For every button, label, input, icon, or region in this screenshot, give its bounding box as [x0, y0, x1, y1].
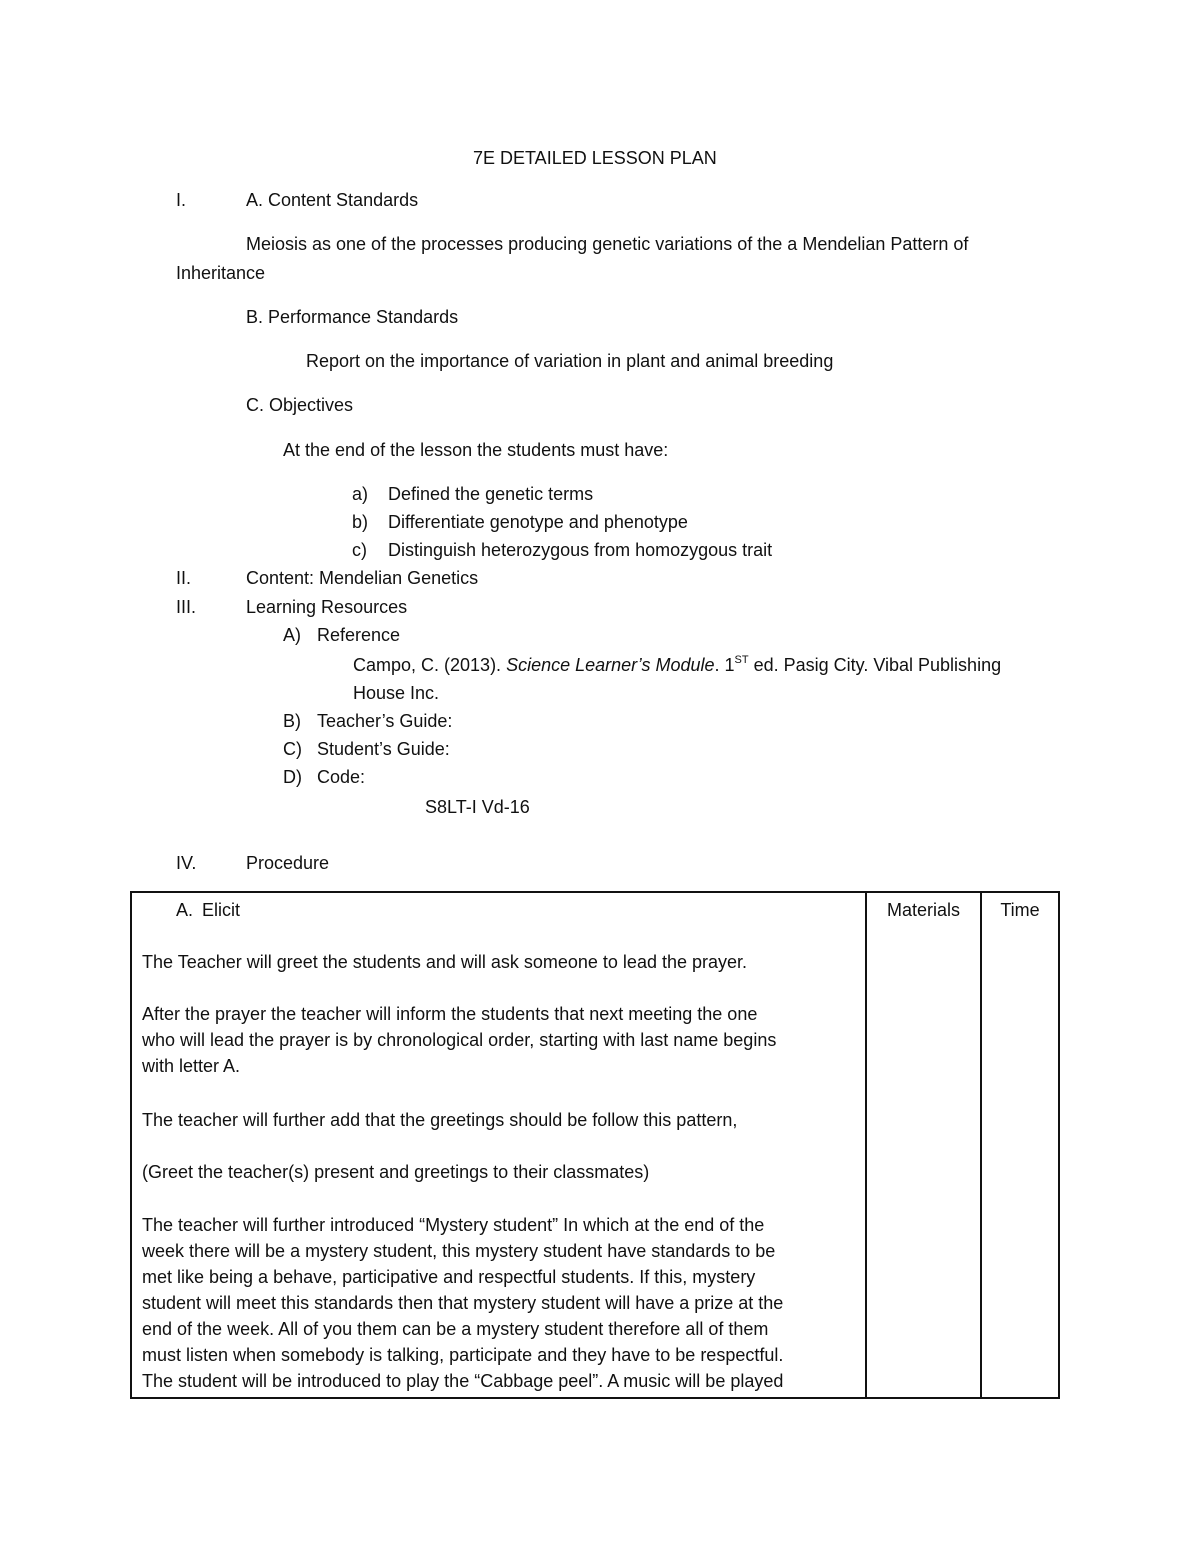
procedure-line: The teacher will further add that the greetings should be follow this pattern, — [142, 1110, 738, 1130]
procedure-line: The teacher will further introduced “Mystery student” In which at the end of the — [142, 1215, 765, 1235]
objective-marker: b) — [352, 512, 369, 532]
objective-item: Distinguish heterozygous from homozygous trait — [388, 540, 773, 560]
time-header: Time — [981, 892, 1059, 1398]
content-line: Content: Mendelian Genetics — [246, 568, 479, 588]
procedure-line: met like being a behave, participative and respectful students. If this, mystery — [142, 1267, 756, 1287]
section-I-numeral: I. — [176, 190, 187, 210]
reference-label: Reference — [317, 625, 401, 645]
elicit-heading: A. Elicit — [176, 900, 241, 920]
procedure-line: end of the week. All of you them can be a mystery student therefore all of them — [142, 1319, 769, 1339]
objectives-heading: C. Objectives — [246, 395, 354, 415]
citation-edition-superscript: ST — [734, 654, 749, 666]
section-III-numeral: III. — [176, 597, 197, 617]
learning-resources-heading: Learning Resources — [246, 597, 408, 617]
objective-marker: c) — [352, 540, 367, 560]
objective-item: Differentiate genotype and phenotype — [388, 512, 688, 532]
procedure-line: The student will be introduced to play the “Cabbage peel”. A music will be played — [142, 1371, 784, 1391]
performance-standards-heading: B. Performance Standards — [246, 307, 459, 327]
section-IV-numeral: IV. — [176, 853, 197, 873]
code-label: Code: — [317, 767, 366, 787]
citation-edition: . 1 — [714, 655, 735, 675]
procedure-table — [130, 891, 1060, 1399]
code-marker: D) — [283, 767, 302, 787]
teachers-guide-marker: B) — [283, 711, 301, 731]
procedure-activity-cell — [131, 892, 866, 1398]
procedure-line: week there will be a mystery student, this mystery student have standards to be — [142, 1241, 776, 1261]
citation-publisher: ed. Pasig City. Vibal Publishing — [748, 655, 1002, 675]
citation-title: Science Learner’s Module — [506, 655, 715, 675]
objective-item: Defined the genetic terms — [388, 484, 594, 504]
procedure-line: The Teacher will greet the students and will ask someone to lead the prayer. — [142, 952, 748, 972]
procedure-line: (Greet the teacher(s) present and greetings to their classmates) — [142, 1162, 650, 1182]
procedure-line: who will lead the prayer is by chronological order, starting with last name begins — [142, 1030, 777, 1050]
procedure-heading: Procedure — [246, 853, 330, 873]
procedure-line: must listen when somebody is talking, participate and they have to be respectful. — [142, 1345, 784, 1365]
procedure-line: After the prayer the teacher will inform the students that next meeting the one — [142, 1004, 758, 1024]
objective-marker: a) — [352, 484, 369, 504]
content-standards-heading: A. Content Standards — [246, 190, 419, 210]
code-value: S8LT-I Vd-16 — [425, 797, 530, 817]
reference-citation-cont: House Inc. — [353, 683, 440, 703]
citation-author: Campo, C. (2013). — [353, 655, 507, 675]
reference-marker: A) — [283, 625, 301, 645]
content-standards-text-cont: Inheritance — [176, 263, 266, 283]
procedure-line: student will meet this standards then that mystery student will have a prize at the — [142, 1293, 784, 1313]
students-guide-marker: C) — [283, 739, 302, 759]
content-standards-text: Meiosis as one of the processes producing genetic variations of the a Mendelian Pattern of — [246, 234, 969, 254]
students-guide-label: Student’s Guide: — [317, 739, 450, 759]
teachers-guide-label: Teacher’s Guide: — [317, 711, 453, 731]
reference-citation — [353, 654, 1001, 676]
materials-header: Materials — [866, 892, 981, 1398]
procedure-line: with letter A. — [142, 1056, 241, 1076]
objectives-intro: At the end of the lesson the students must have: — [283, 440, 669, 460]
section-II-numeral: II. — [176, 568, 192, 588]
page-title: 7E DETAILED LESSON PLAN — [473, 148, 717, 168]
performance-standards-text: Report on the importance of variation in plant and animal breeding — [306, 351, 834, 371]
